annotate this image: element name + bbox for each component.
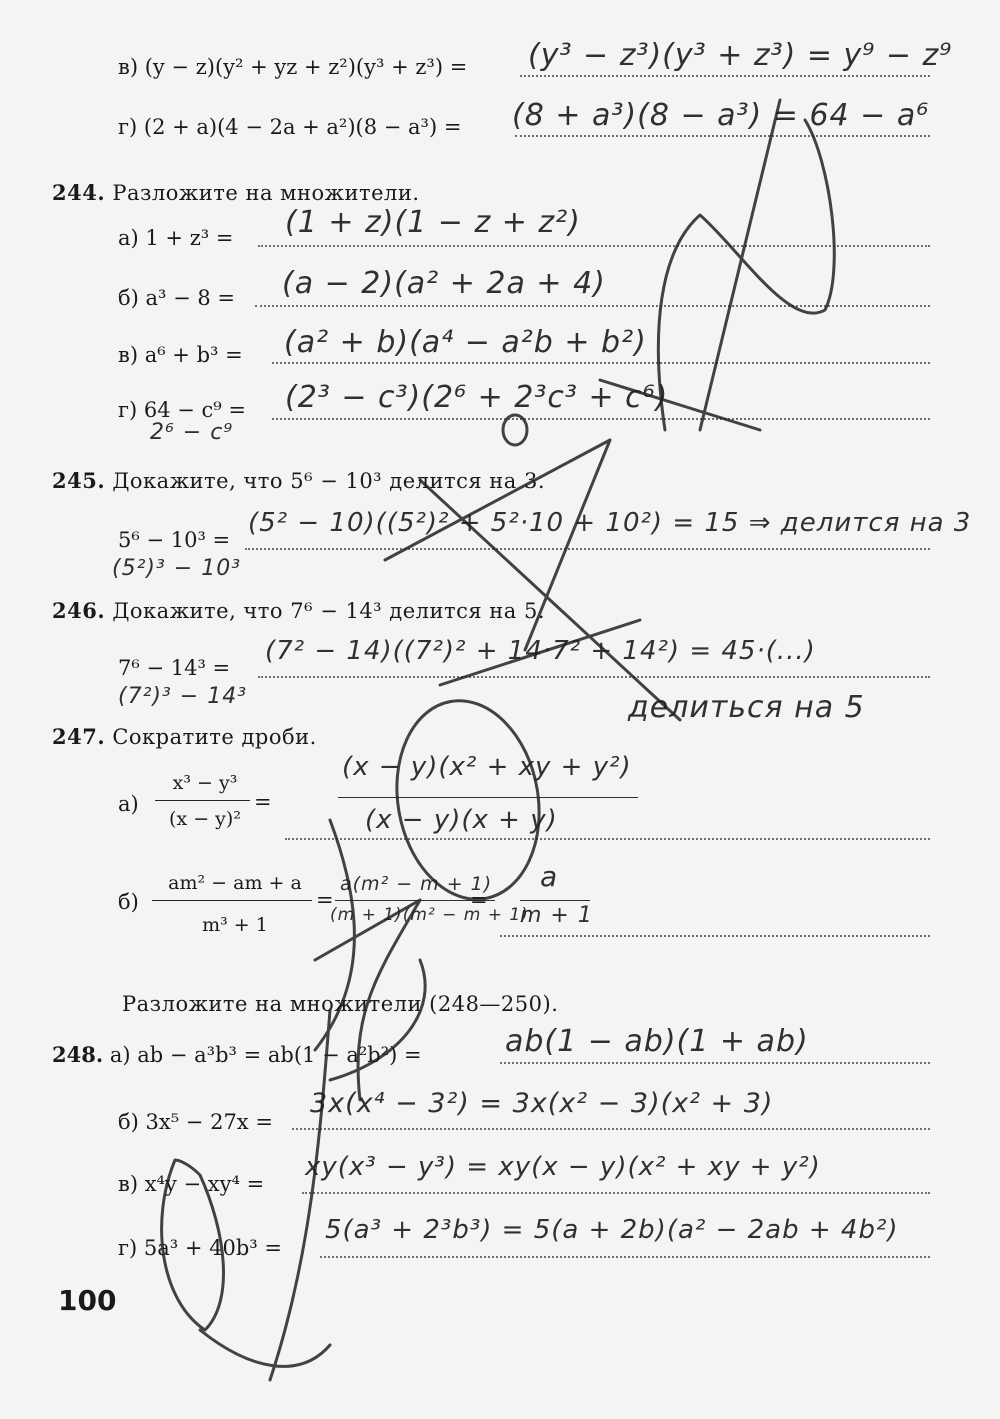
task247-b-denominator: m³ + 1 bbox=[202, 914, 268, 936]
page-number: 100 bbox=[58, 1284, 117, 1317]
scribble-stroke bbox=[315, 820, 354, 1050]
scribble-stroke bbox=[420, 480, 680, 720]
scribble-stroke bbox=[162, 1160, 224, 1330]
task248-g-expression: г) 5a³ + 40b³ = bbox=[118, 1236, 282, 1260]
task243-g-expression: г) (2 + a)(4 − 2a + a²)(8 − a³) = bbox=[118, 115, 462, 139]
task247-a-numerator: x³ − y³ bbox=[172, 772, 238, 794]
task244-b-expression: б) a³ − 8 = bbox=[118, 286, 236, 310]
task246-handwritten-conclusion: делиться на 5 bbox=[628, 690, 865, 725]
task245-handwritten-answer: (5² − 10)((5²)² + 5²·10 + 10²) = 15 ⇒ делится на 3 bbox=[248, 508, 972, 538]
task-number: 245. bbox=[52, 468, 106, 493]
scribble-stroke bbox=[658, 120, 834, 430]
task247-b-handwritten-result-numerator: a bbox=[540, 860, 559, 893]
task248-a-handwritten-answer: ab(1 − ab)(1 + ab) bbox=[505, 1024, 809, 1059]
task-title: Докажите, что 5⁶ − 10³ делится на 3. bbox=[112, 469, 546, 493]
task247-a-handwritten-numerator: (x − y)(x² + xy + y²) bbox=[342, 752, 632, 782]
task247-a-handwritten-denominator: (x − y)(x + y) bbox=[365, 805, 558, 835]
task248-b-expression: б) 3x⁵ − 27x = bbox=[118, 1110, 273, 1134]
equals-sign: = bbox=[254, 790, 272, 814]
task244-v-handwritten-answer: (a² + b)(a⁴ − a²b + b²) bbox=[284, 325, 647, 360]
task248-v-handwritten-answer: xy(x³ − y³) = xy(x − y)(x² + xy + y²) bbox=[305, 1152, 821, 1182]
section-heading: Разложите на множители (248—250). bbox=[122, 992, 559, 1016]
task247-b-handwritten-denominator: (m + 1)(m² − m + 1) bbox=[330, 905, 529, 925]
task246-expression: 7⁶ − 14³ = bbox=[118, 656, 231, 680]
task243-g-handwritten-answer: (8 + a³)(8 − a³) = 64 − a⁶ bbox=[512, 98, 930, 133]
task248-g-handwritten-answer: 5(a³ + 2³b³) = 5(a + 2b)(a² − 2ab + 4b²) bbox=[325, 1215, 899, 1245]
task244-g-handwritten-answer: (2³ − c³)(2⁶ + 2³c³ + c⁶) bbox=[285, 380, 669, 415]
scribble-stroke bbox=[385, 440, 610, 650]
scribble-stroke bbox=[270, 1010, 330, 1380]
task245-expression: 5⁶ − 10³ = bbox=[118, 528, 231, 552]
task243-v-expression: в) (y − z)(y² + yz + z²)(y³ + z³) = bbox=[118, 55, 468, 79]
equals-sign: = bbox=[316, 888, 334, 912]
task248-v-expression: в) x⁴y − xy⁴ = bbox=[118, 1172, 265, 1196]
task-title: Сократите дроби. bbox=[112, 725, 317, 749]
task248-a-label: а) ab − a³b³ = ab(1 − a²b²) = bbox=[109, 1043, 422, 1067]
task-number: 244. bbox=[52, 180, 106, 205]
scribble-stroke bbox=[382, 689, 555, 910]
task247-a-label: а) bbox=[118, 792, 139, 816]
scribble-stroke bbox=[503, 415, 527, 445]
task246-handwritten-note: (7²)³ − 14³ bbox=[118, 684, 248, 709]
task247-b-label: б) bbox=[118, 890, 139, 914]
scribble-stroke bbox=[600, 380, 760, 430]
task245-handwritten-note: (5²)³ − 10³ bbox=[112, 556, 242, 581]
task-number: 248. bbox=[52, 1042, 104, 1067]
task244-b-handwritten-answer: (a − 2)(a² + 2a + 4) bbox=[282, 266, 606, 301]
task-title: Докажите, что 7⁶ − 14³ делится на 5. bbox=[112, 599, 546, 623]
task244-a-handwritten-answer: (1 + z)(1 − z + z²) bbox=[285, 205, 581, 240]
task243-v-handwritten-answer: (y³ − z³)(y³ + z³) = y⁹ − z⁹ bbox=[528, 38, 953, 73]
task-number: 246. bbox=[52, 598, 106, 623]
task247-b-handwritten-numerator: a(m² − m + 1) bbox=[340, 873, 493, 895]
task244-a-expression: а) 1 + z³ = bbox=[118, 226, 234, 250]
scribble-stroke bbox=[315, 900, 420, 1100]
task244-g-handwritten-note: 2⁶ − c⁹ bbox=[150, 420, 234, 445]
scribble-stroke bbox=[700, 100, 780, 430]
task-title: Разложите на множители. bbox=[112, 181, 420, 205]
task247-b-handwritten-result-denominator: m + 1 bbox=[520, 903, 593, 928]
equals-sign: = bbox=[470, 888, 488, 912]
task246-handwritten-answer: (7² − 14)((7²)² + 14·7² + 14²) = 45·(...) bbox=[265, 636, 816, 666]
task247-b-numerator: am² − am + a bbox=[168, 872, 302, 894]
task244-g-expression: г) 64 − c⁹ = bbox=[118, 398, 246, 422]
scribble-stroke bbox=[440, 620, 640, 685]
scribble-stroke bbox=[200, 1330, 330, 1366]
task-number: 247. bbox=[52, 724, 106, 749]
task244-v-expression: в) a⁶ + b³ = bbox=[118, 343, 243, 367]
task247-a-denominator: (x − y)² bbox=[169, 808, 241, 830]
task248-b-handwritten-answer: 3x(x⁴ − 3²) = 3x(x² − 3)(x² + 3) bbox=[310, 1088, 774, 1119]
